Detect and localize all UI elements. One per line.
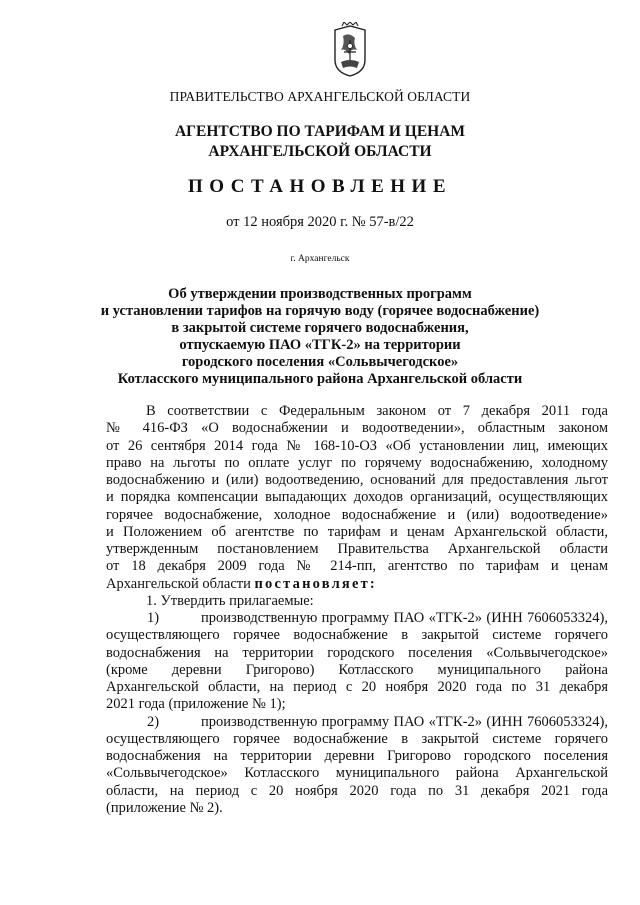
coat-of-arms-emblem (329, 22, 371, 78)
document-date-number: от 12 ноября 2020 г. № 57-в/22 (226, 214, 414, 230)
list-item-text: производственную программу ПАО «ТГК-2» (ИНН 7606053324), (201, 610, 608, 626)
body-line: водоснабжения на территории деревни Григорово городского поселения (106, 748, 608, 764)
list-item-number: 2) (147, 713, 160, 730)
subject-line: в закрытой системе горячего водоснабжения, (171, 320, 469, 336)
document-subject (0, 286, 640, 388)
body-line: утвержденным постановлением Правительства Архангельской области (106, 541, 608, 557)
document-body (106, 403, 608, 817)
body-line: от 26 сентября 2014 года № 168-10-ОЗ «Об установлении лиц, имеющих (106, 437, 608, 454)
subject-line: и установлении тарифов на горячую воду (горячее водоснабжение) (100, 303, 540, 319)
preamble-paragraph (106, 403, 608, 593)
subject-line: Об утверждении производственных программ (168, 286, 472, 302)
list-item-text: производственную программу ПАО «ТГК-2» (ИНН 7606053324), (201, 713, 608, 730)
resolves-word: постановляет: (254, 575, 377, 592)
subject-line: городского поселения «Сольвычегодское» (181, 354, 459, 370)
body-line: водоснабжению и (или) водоотведению, оснований для предоставления льгот (106, 472, 608, 488)
agency-name-line-2: АРХАНГЕЛЬСКОЙ ОБЛАСТИ (208, 143, 432, 160)
body-line: и Положением об агентстве по тарифам и ценам Архангельской области, (106, 523, 608, 540)
body-line-last: 2021 года (приложение № 1); (106, 696, 286, 713)
body-line: № 416-ФЗ «О водоснабжении и водоотведении», областным законом (106, 420, 608, 437)
body-line: Архангельской области, на период с 20 ноября 2020 года по 31 декабря (106, 679, 608, 695)
document-type-title: ПОСТАНОВЛЕНИЕ (187, 176, 453, 197)
agency-name (0, 122, 640, 162)
document-city: г. Архангельск (290, 254, 350, 264)
list-item-1 (106, 610, 608, 714)
body-line: В соответствии с Федеральным законом от 7 декабря 2011 года (146, 403, 608, 419)
list-item-number: 1) (147, 610, 160, 626)
body-line: осуществляющего горячее водоснабжение в закрытой системе горячего (106, 730, 608, 747)
body-line: и порядка компенсации выпадающих доходов организаций, осуществляющих (106, 489, 608, 506)
body-line-last: (приложение № 2). (106, 799, 223, 816)
subject-line: Котласского муниципального района Архангельской области (117, 371, 523, 387)
body-line: области, на период с 20 ноября 2020 года по 31 декабря 2021 года (106, 782, 608, 799)
body-line: право на льготы по оплате услуг по горячему водоснабжению, холодному (106, 454, 608, 471)
body-line: водоснабжения на территории городского поселения «Сольвычегодское» (106, 644, 608, 661)
body-line: от 18 декабря 2009 года № 214-пп, агентство по тарифам и ценам (106, 558, 608, 575)
body-line: (кроме деревни Григорово) Котласского муниципального района (106, 661, 608, 678)
point-1: 1. Утвердить прилагаемые: (146, 592, 314, 609)
list-item-first-line (106, 714, 608, 731)
subject-line: отпускаемую ПАО «ТГК-2» на территории (179, 337, 461, 353)
body-line-last (106, 576, 608, 593)
list-item-first-line (106, 610, 608, 627)
body-line: горячее водоснабжение, холодное водоснабжение и (или) водоотведение» (106, 506, 608, 523)
body-line: осуществляющего горячее водоснабжение в закрытой системе горячего (106, 627, 608, 644)
list-item-2 (106, 714, 608, 818)
agency-name-line-1: АГЕНТСТВО ПО ТАРИФАМ И ЦЕНАМ (174, 123, 466, 140)
government-name: ПРАВИТЕЛЬСТВО АРХАНГЕЛЬСКОЙ ОБЛАСТИ (169, 89, 471, 104)
body-text: Архангельской области (106, 575, 255, 592)
body-line: «Сольвычегодское» Котласского муниципального района Архангельской (106, 765, 608, 782)
